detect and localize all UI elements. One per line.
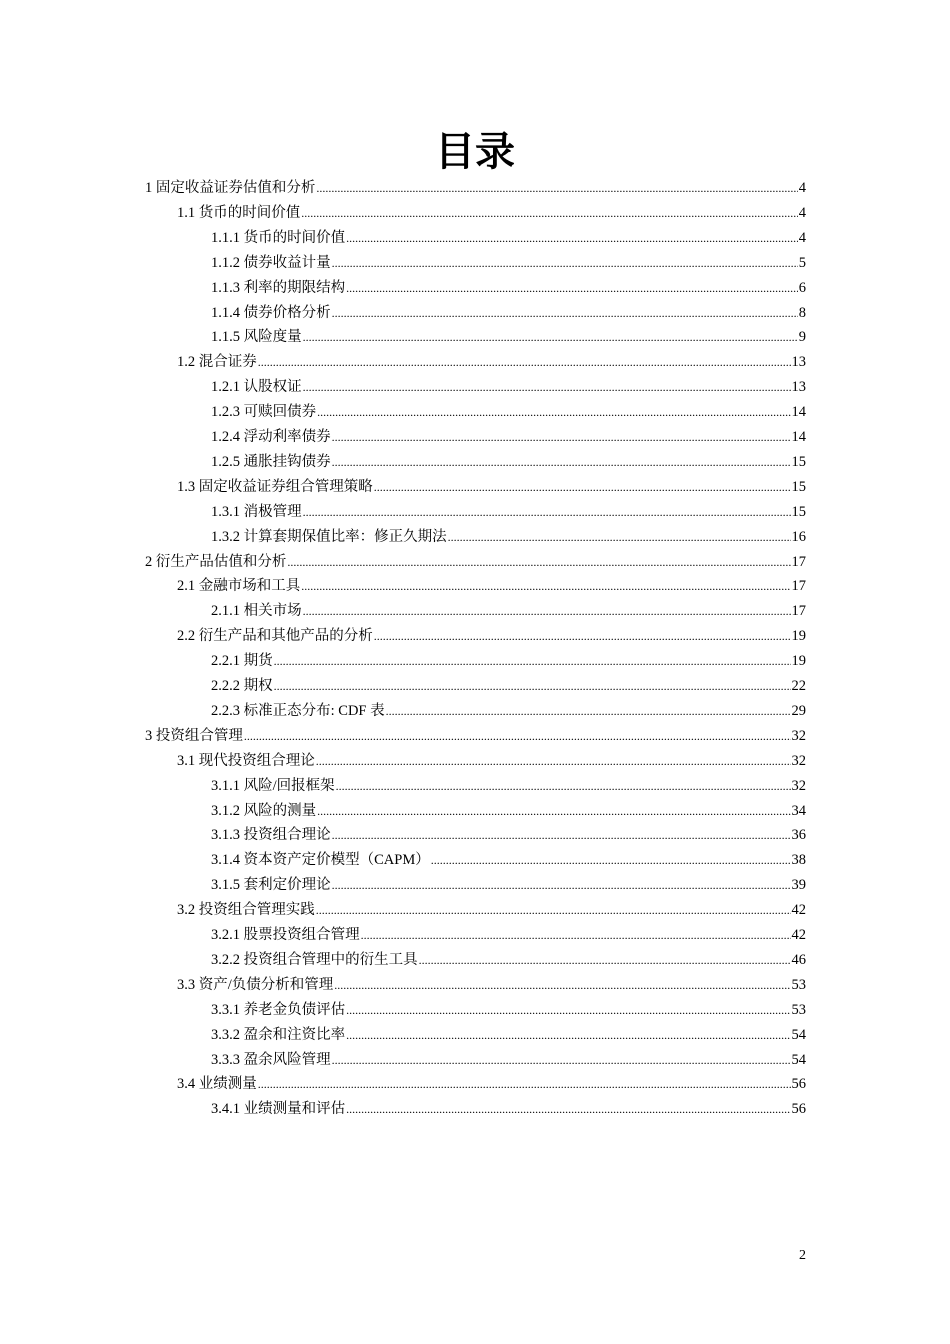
toc-leader-dots — [448, 525, 791, 549]
toc-leader-dots — [274, 649, 791, 673]
toc-entry[interactable] — [211, 699, 806, 724]
page-number: 2 — [799, 1248, 806, 1263]
toc-entry[interactable] — [211, 823, 806, 848]
toc-entry[interactable] — [177, 350, 806, 375]
toc-entry[interactable] — [211, 774, 806, 799]
toc-entry-page: 29 — [791, 702, 806, 719]
toc-entry-label: 3.1.4 资本资产定价模型（CAPM） — [211, 852, 430, 869]
toc-entry-page: 42 — [791, 927, 806, 943]
toc-entry[interactable] — [211, 276, 806, 301]
toc-entry-page: 9 — [798, 329, 806, 346]
toc-entry-label: 2.2.1 期货 — [211, 653, 273, 670]
toc-entry-page: 56 — [791, 1076, 806, 1093]
toc-leader-dots — [332, 301, 798, 325]
toc-entry-label: 1.3.2 计算套期保值比率：修正久期法 — [211, 528, 447, 545]
toc-entry-page: 5 — [798, 254, 806, 271]
toc-leader-dots — [303, 599, 791, 623]
toc-leader-dots — [334, 973, 790, 997]
toc-leader-dots — [361, 923, 791, 947]
toc-entry-label: 1.2.3 可赎回债券 — [211, 404, 317, 421]
toc-entry[interactable] — [177, 898, 806, 923]
toc-entry[interactable] — [177, 574, 806, 599]
toc-leader-dots — [346, 276, 798, 300]
toc-entry-label: 3.4 业绩测量 — [177, 1076, 257, 1093]
page-title: 目录 — [435, 129, 515, 175]
toc-entry-label: 2.1 金融市场和工具 — [177, 578, 301, 595]
toc-entry[interactable] — [211, 948, 806, 973]
toc-entry-label: 1.1.3 利率的期限结构 — [211, 279, 346, 296]
toc-entry-page: 17 — [791, 578, 806, 595]
toc-entry-page: 8 — [798, 304, 806, 321]
toc-entry-label: 1.1.2 债券收益计量 — [211, 254, 331, 271]
toc-leader-dots — [303, 325, 798, 349]
toc-entry-page: 17 — [791, 553, 806, 570]
toc-entry[interactable] — [211, 923, 806, 948]
toc-leader-dots — [316, 176, 797, 200]
toc-entry-label: 3.3 资产/负债分析和管理 — [177, 976, 334, 993]
toc-entry-page: 53 — [791, 976, 806, 993]
toc-entry-label: 3 投资组合管理 — [145, 727, 243, 744]
toc-entry[interactable] — [211, 873, 806, 898]
toc-entry-page: 17 — [791, 603, 806, 620]
toc-leader-dots — [316, 898, 791, 922]
toc-entry[interactable] — [177, 201, 806, 226]
toc-entry-label: 2.2 衍生产品和其他产品的分析 — [177, 628, 373, 645]
toc-leader-dots — [332, 251, 798, 275]
toc-entry-page: 42 — [791, 902, 806, 919]
toc-entry-label: 3.1.1 风险/回报框架 — [211, 777, 335, 794]
toc-entry-page: 14 — [791, 404, 806, 421]
toc-entry-page: 13 — [791, 379, 806, 396]
toc-leader-dots — [332, 1048, 791, 1072]
toc-entry-label: 3.2 投资组合管理实践 — [177, 902, 315, 919]
toc-entry-label: 1.3.1 消极管理 — [211, 503, 302, 520]
toc-entry[interactable] — [211, 1048, 806, 1073]
toc-leader-dots — [303, 500, 791, 524]
toc-leader-dots — [374, 624, 791, 648]
toc-entry[interactable] — [211, 425, 806, 450]
toc-leader-dots — [346, 1097, 790, 1121]
toc-entry[interactable] — [211, 998, 806, 1023]
toc-leader-dots — [374, 475, 791, 499]
toc-entry-label: 2.2.3 标准正态分布: CDF 表 — [211, 702, 385, 719]
toc-entry-label: 3.2.2 投资组合管理中的衍生工具 — [211, 951, 418, 968]
toc-leader-dots — [258, 350, 791, 374]
toc-entry-label: 3.3.1 养老金负债评估 — [211, 1001, 346, 1018]
toc-entry-page: 4 — [798, 180, 806, 196]
toc-entry-page: 54 — [791, 1026, 806, 1043]
toc-leader-dots — [274, 674, 791, 698]
toc-leader-dots — [303, 375, 791, 399]
toc-entry-label: 1.3 固定收益证券组合管理策略 — [177, 478, 373, 495]
toc-leader-dots — [332, 425, 791, 449]
toc-leader-dots — [419, 948, 791, 972]
toc-leader-dots — [258, 1072, 791, 1096]
toc-entry-label: 3.2.1 股票投资组合管理 — [211, 927, 360, 943]
toc-entry-page: 14 — [791, 429, 806, 445]
toc-leader-dots — [332, 450, 791, 474]
toc-entry-label: 1.2.1 认股权证 — [211, 379, 302, 396]
toc-entry-label: 3.1.5 套利定价理论 — [211, 877, 331, 894]
toc-leader-dots — [301, 201, 798, 225]
toc-leader-dots — [317, 400, 790, 424]
toc-entry-page: 16 — [791, 528, 806, 545]
toc-leader-dots — [346, 1023, 790, 1047]
toc-entry-page: 32 — [791, 777, 806, 794]
toc-entry[interactable] — [145, 176, 806, 201]
toc-entry-label: 3.1.3 投资组合理论 — [211, 827, 331, 844]
toc-leader-dots — [431, 848, 791, 872]
toc-entry[interactable] — [145, 550, 806, 575]
toc-entry-page: 15 — [791, 503, 806, 520]
toc-entry-page: 56 — [791, 1101, 806, 1118]
toc-entry-page: 36 — [791, 827, 806, 844]
toc-entry-label: 2.2.2 期权 — [211, 678, 273, 694]
toc-entry[interactable] — [211, 649, 806, 674]
toc-entry-page: 19 — [791, 628, 806, 645]
toc-leader-dots — [244, 724, 791, 748]
toc-entry-label: 3.4.1 业绩测量和评估 — [211, 1101, 346, 1118]
toc-leader-dots — [287, 550, 790, 574]
toc-entry-label: 1.1.4 债券价格分析 — [211, 304, 331, 321]
toc-leader-dots — [346, 998, 790, 1022]
toc-entry-label: 1.2.5 通胀挂钩债券 — [211, 453, 331, 470]
toc-entry-page: 34 — [791, 802, 806, 819]
toc-entry[interactable] — [211, 848, 806, 873]
toc-leader-dots — [336, 774, 791, 798]
toc-entry-page: 15 — [791, 453, 806, 470]
toc-entry[interactable] — [211, 525, 806, 550]
toc-entry-label: 3.1.2 风险的测量 — [211, 802, 317, 819]
toc-entry-label: 1.1.1 货币的时间价值 — [211, 229, 346, 246]
toc-leader-dots — [301, 574, 790, 598]
toc-entry-page: 39 — [791, 877, 806, 894]
toc-entry-page: 53 — [791, 1001, 806, 1018]
toc-entry[interactable] — [177, 475, 806, 500]
toc-entry[interactable] — [211, 674, 806, 699]
toc-entry-page: 13 — [791, 354, 806, 371]
toc-entry-label: 3.3.3 盈余风险管理 — [211, 1051, 331, 1068]
toc-entry-page: 4 — [798, 229, 806, 246]
toc-leader-dots — [317, 799, 790, 823]
toc-entry[interactable] — [211, 301, 806, 326]
toc-leader-dots — [316, 749, 791, 773]
toc-entry-page: 19 — [791, 653, 806, 670]
toc-leader-dots — [332, 873, 791, 897]
toc-entry-page: 32 — [791, 727, 806, 744]
toc-entry[interactable] — [211, 400, 806, 425]
toc-entry[interactable] — [211, 375, 806, 400]
toc-entry-page: 46 — [791, 951, 806, 968]
toc-entry[interactable] — [211, 799, 806, 824]
toc-leader-dots — [386, 699, 791, 723]
toc-entry-label: 3.3.2 盈余和注资比率 — [211, 1026, 346, 1043]
toc-entry[interactable] — [211, 325, 806, 350]
toc-entry-label: 2 衍生产品估值和分析 — [145, 553, 287, 570]
toc-entry-label: 1.2.4 浮动利率债券 — [211, 429, 331, 445]
toc-entry-page: 4 — [798, 204, 806, 221]
toc-entry[interactable] — [211, 251, 806, 276]
toc-entry-label: 3.1 现代投资组合理论 — [177, 752, 315, 769]
toc-entry-page: 22 — [791, 678, 806, 694]
toc-entry-page: 38 — [791, 852, 806, 869]
toc-entry[interactable] — [211, 500, 806, 525]
toc-entry[interactable] — [211, 226, 806, 251]
toc-entry[interactable] — [177, 1072, 806, 1097]
toc-entry[interactable] — [211, 450, 806, 475]
toc-entry[interactable] — [211, 599, 806, 624]
toc-entry-label: 2.1.1 相关市场 — [211, 603, 302, 620]
toc-entry[interactable] — [177, 624, 806, 649]
toc-entry-label: 1 固定收益证券估值和分析 — [145, 180, 316, 196]
toc-entry-label: 1.1.5 风险度量 — [211, 329, 302, 346]
toc-entry-label: 1.2 混合证券 — [177, 354, 257, 371]
toc-entry-page: 6 — [798, 279, 806, 296]
toc-entry[interactable] — [145, 724, 806, 749]
toc-entry[interactable] — [177, 973, 806, 998]
toc-entry[interactable] — [211, 1097, 806, 1122]
toc-entry[interactable] — [177, 749, 806, 774]
toc-entry-page: 32 — [791, 752, 806, 769]
toc-entry[interactable] — [211, 1023, 806, 1048]
toc-entry-label: 1.1 货币的时间价值 — [177, 204, 301, 221]
toc-leader-dots — [332, 823, 791, 847]
toc-leader-dots — [346, 226, 798, 250]
toc-entry-page: 54 — [791, 1051, 806, 1068]
toc-entry-page: 15 — [791, 478, 806, 495]
